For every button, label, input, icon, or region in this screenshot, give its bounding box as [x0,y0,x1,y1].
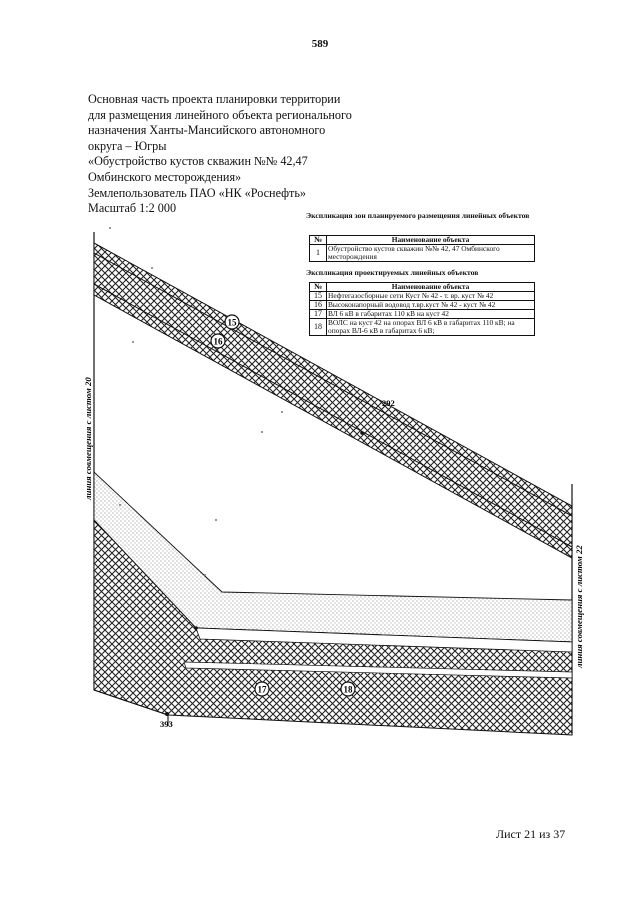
title-line: «Обустройство кустов скважин №№ 42,47 [88,154,308,169]
title-line: округа – Югры [88,138,167,153]
col-name-header: Наименование объекта [327,283,535,292]
row-name: Обустройство кустов скважин №№ 42, 47 Омбинского месторождения [327,245,535,262]
point-label: 292 [382,398,395,408]
sheet-label: Лист 21 из 37 [496,827,566,841]
marker-label: 18 [343,684,353,695]
table-row [310,319,535,336]
col-num-header: № [310,283,327,292]
row-name: Высоконапорный водовод т.вр.куст № 42 - куст № 42 [327,301,535,310]
survey-point [165,712,169,716]
marker-label: 15 [227,317,237,328]
table-row [310,245,535,262]
marker-label: 17 [257,684,267,695]
survey-point [360,431,364,435]
objects-table-title: Экспликация проектируемых линейных объектов [306,268,479,277]
scale-line: Масштаб 1:2 000 [88,201,177,216]
row-num: 1 [310,245,327,262]
row-num: 16 [310,301,327,310]
row-num: 15 [310,292,327,301]
land-user-line: Землепользователь ПАО «НК «Роснефть» [88,185,307,200]
survey-point [194,626,198,630]
zones-table [309,235,535,262]
objects-table [309,282,535,336]
row-name: ВОЛС на куст 42 на опорах ВЛ 6 кВ в габаритах 110 кВ; на опорах ВЛ-6 кВ в габаритах 6 кВ; [327,319,535,336]
title-line: Основная часть проекта планировки территории [88,92,341,106]
page-number: 589 [311,38,329,50]
row-name: Нефтегазосборные сети Куст № 42 - т. вр. куст № 42 [327,292,535,301]
zones-table-title: Экспликация зон планируемого размещения линейных объектов [306,211,530,220]
col-name-header: Наименование объекта [327,236,535,245]
point-label: 393 [160,719,173,729]
row-num: 18 [310,319,327,336]
title-line: Омбинского месторождения» [88,169,242,184]
row-name: ВЛ 6 кВ в габаритах 110 кВ на куст 42 [327,310,535,319]
marker-label: 16 [213,336,223,347]
title-line: назначения Ханты-Мансийского автономного [88,123,326,138]
right-match-line-label: линия совмещения с листом 22 [574,545,584,668]
col-num-header: № [310,236,327,245]
left-match-line-label: линия совмещения с листом 20 [83,377,93,500]
row-num: 17 [310,310,327,319]
title-line: для размещения линейного объекта регионального [88,107,352,122]
